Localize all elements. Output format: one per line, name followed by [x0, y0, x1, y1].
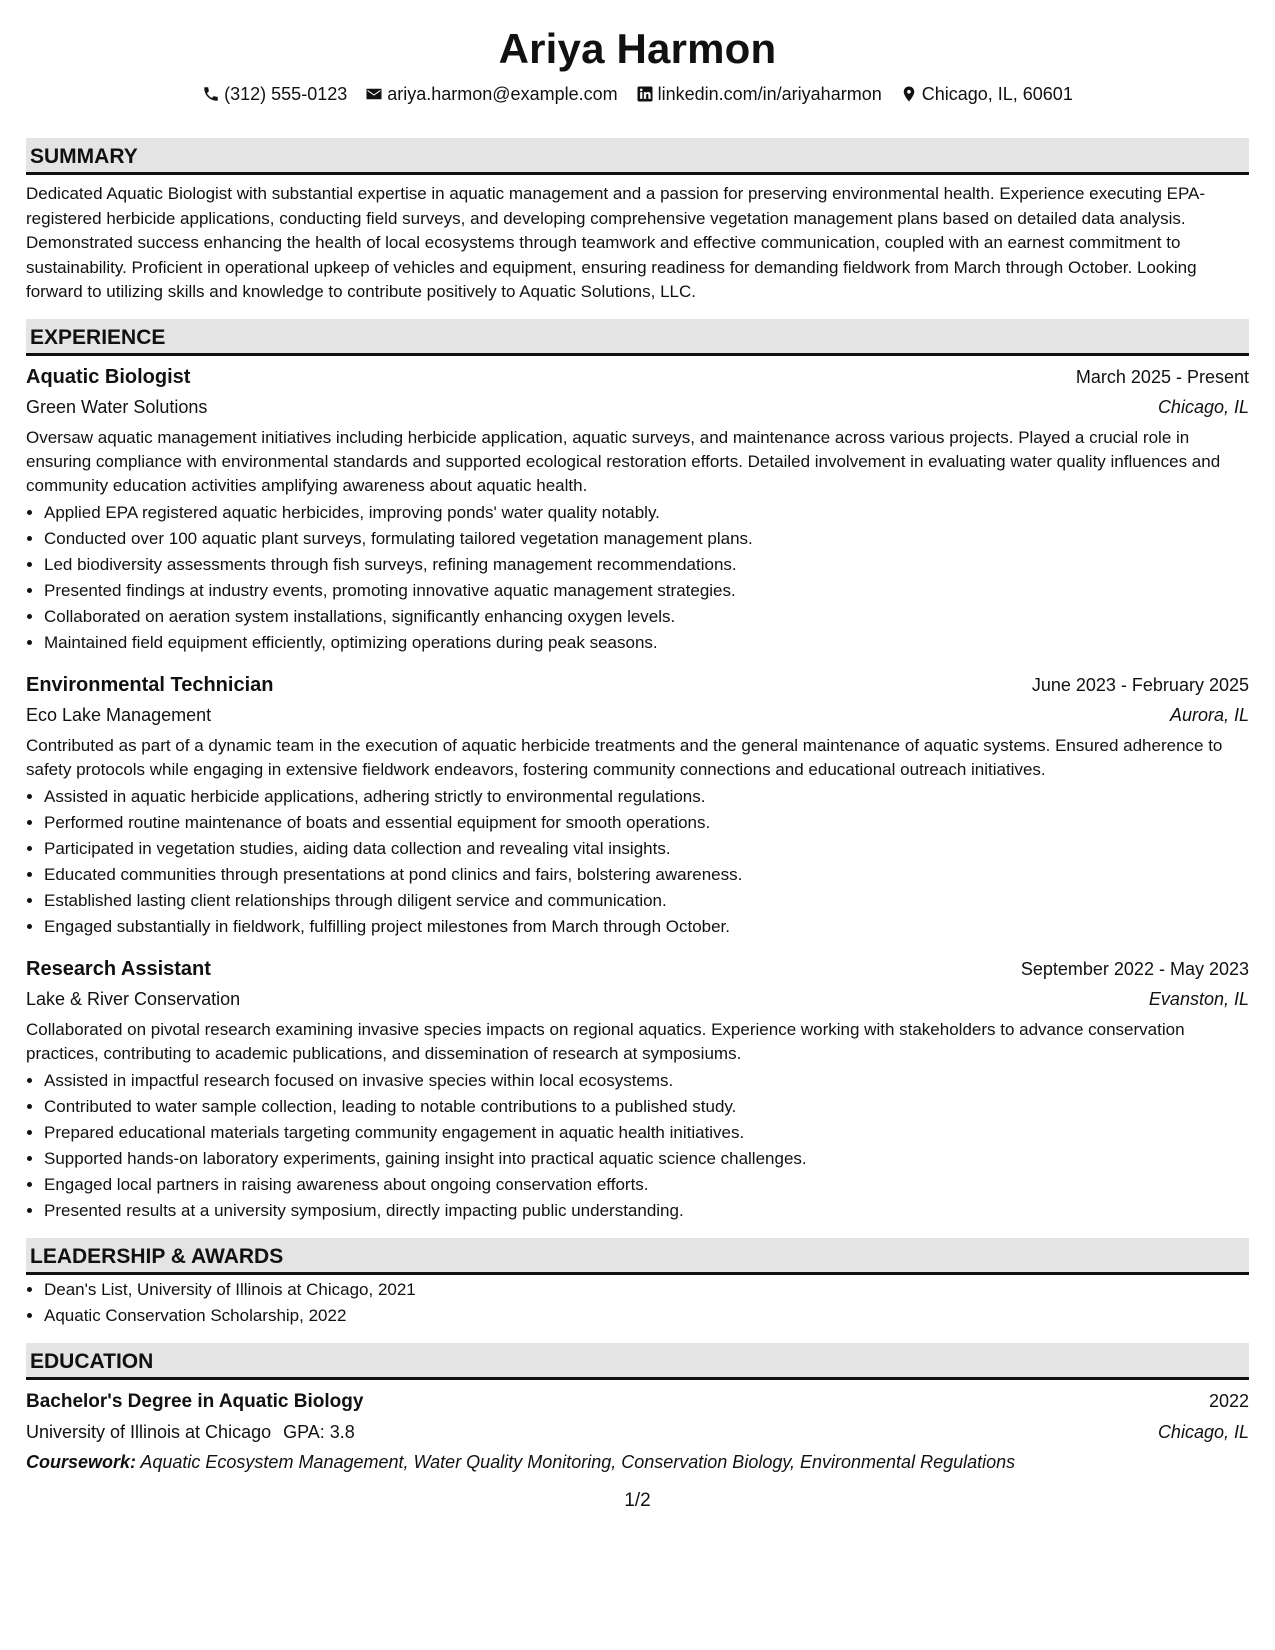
summary-heading: SUMMARY	[26, 138, 1249, 175]
coursework-label: Coursework:	[26, 1451, 137, 1472]
list-item: • Aquatic Conservation Scholarship, 2022	[44, 1303, 1249, 1329]
job-location: Chicago, IL	[1157, 396, 1249, 417]
education-heading: EDUCATION	[26, 1343, 1249, 1380]
linkedin-icon	[636, 85, 654, 103]
school-location: Chicago, IL	[1157, 1421, 1249, 1442]
job-title: Environmental Technician	[26, 673, 274, 696]
job-bullets	[26, 500, 1249, 656]
list-item: • Assisted in aquatic herbicide applications, adhering strictly to environmental regulations.	[44, 784, 1249, 810]
experience-heading: EXPERIENCE	[26, 319, 1249, 356]
job-dates: March 2025 - Present	[1075, 366, 1249, 387]
job-entry	[26, 362, 1249, 656]
coursework	[26, 1447, 1249, 1477]
location-text: Chicago, IL, 60601	[921, 83, 1073, 104]
list-item: • Prepared educational materials targeting community engagement in aquatic health initiatives.	[44, 1120, 1249, 1146]
coursework-list: Aquatic Ecosystem Management, Water Quality Monitoring, Conservation Biology, Environmental Regulations	[140, 1451, 1016, 1472]
job-subheader	[26, 392, 1249, 422]
list-item: • Maintained field equipment efficiently, optimizing operations during peak seasons.	[44, 630, 1249, 656]
job-header	[26, 362, 1249, 392]
education-subheader	[26, 1417, 1249, 1447]
contact-phone	[202, 84, 347, 105]
job-description: Oversaw aquatic management initiatives including herbicide application, aquatic surveys, and maintenance across various projects. Played a crucial role in ensuring compliance with environmental standards and supported ecological restoration efforts. Detailed involvement in evaluating water quality influences and community education activities amplifying awareness about aquatic health.	[26, 427, 1221, 495]
email-link[interactable]: ariya.harmon@example.com	[387, 83, 618, 104]
job-header	[26, 954, 1249, 984]
envelope-icon	[365, 85, 383, 103]
contact-email[interactable]	[365, 84, 617, 105]
list-item: • Led biodiversity assessments through fish surveys, refining management recommendations.	[44, 552, 1249, 578]
job-subheader	[26, 984, 1249, 1014]
list-item: • Presented findings at industry events, promoting innovative aquatic management strategies.	[44, 578, 1249, 604]
education-header	[26, 1386, 1249, 1417]
job-location: Evanston, IL	[1148, 988, 1249, 1009]
list-item: • Educated communities through presentations at pond clinics and fairs, bolstering awareness.	[44, 862, 1249, 888]
job-entry	[26, 670, 1249, 940]
list-item: • Engaged substantially in fieldwork, fulfilling project milestones from March through October.	[44, 914, 1249, 940]
school-name: University of Illinois at Chicago	[26, 1421, 272, 1442]
list-item: • Engaged local partners in raising awareness about ongoing conservation efforts.	[44, 1172, 1249, 1198]
awards-list	[26, 1277, 1249, 1329]
contact-linkedin[interactable]	[636, 84, 882, 105]
list-item: • Performed routine maintenance of boats and essential equipment for smooth operations.	[44, 810, 1249, 836]
list-item: • Assisted in impactful research focused on invasive species within local ecosystems.	[44, 1068, 1249, 1094]
school-info	[26, 1417, 355, 1447]
education-entry	[26, 1386, 1249, 1477]
job-dates: September 2022 - May 2023	[1020, 958, 1249, 979]
job-bullets	[26, 1068, 1249, 1224]
candidate-name: Ariya Harmon	[498, 25, 777, 72]
resume-page	[26, 0, 1249, 1477]
list-item: • Conducted over 100 aquatic plant surveys, formulating tailored vegetation management plans.	[44, 526, 1249, 552]
job-subheader	[26, 700, 1249, 730]
summary-text: Dedicated Aquatic Biologist with substantial expertise in aquatic management and a passion for preserving environmental health. Experience executing EPA-registered herbicide applications, conducting field surveys, and developing comprehensive vegetation management plans based on detailed data analysis. Demonstrated success enhancing the health of local ecosystems through teamwork and effective communication, coupled with an earnest commitment to sustainability. Proficient in operational upkeep of vehicles and equipment, ensuring readiness for demanding fieldwork from March through October. Looking forward to utilizing skills and knowledge to contribute positively to Aquatic Solutions, LLC.	[26, 184, 1206, 301]
contact-bar	[26, 80, 1249, 108]
job-description: Contributed as part of a dynamic team in the execution of aquatic herbicide treatments and the general maintenance of aquatic systems. Ensured adherence to safety protocols while engaging in extensive fieldwork endeavors, fostering community connections and educational outreach initiatives.	[26, 735, 1223, 779]
list-item: • Dean's List, University of Illinois at Chicago, 2021	[44, 1277, 1249, 1303]
degree-title: Bachelor's Degree in Aquatic Biology	[26, 1390, 364, 1412]
linkedin-link[interactable]: linkedin.com/in/ariyaharmon	[657, 83, 882, 104]
list-item: • Contributed to water sample collection, leading to notable contributions to a published study.	[44, 1094, 1249, 1120]
gpa: GPA: 3.8	[283, 1421, 355, 1442]
phone-text: (312) 555-0123	[224, 83, 348, 104]
map-pin-icon	[900, 85, 918, 103]
job-dates: June 2023 - February 2025	[1031, 674, 1249, 695]
job-company: Eco Lake Management	[26, 704, 212, 725]
list-item: • Participated in vegetation studies, aiding data collection and revealing vital insights.	[44, 836, 1249, 862]
job-header	[26, 670, 1249, 700]
list-item: • Presented results at a university symposium, directly impacting public understanding.	[44, 1198, 1249, 1224]
job-company: Green Water Solutions	[26, 396, 208, 417]
list-item: • Established lasting client relationships through diligent service and communication.	[44, 888, 1249, 914]
phone-icon	[202, 85, 220, 103]
job-company: Lake & River Conservation	[26, 988, 241, 1009]
leadership-heading: LEADERSHIP & AWARDS	[26, 1238, 1249, 1275]
job-bullets	[26, 784, 1249, 940]
job-title: Research Assistant	[26, 957, 211, 980]
graduation-year: 2022	[1208, 1390, 1249, 1411]
list-item: • Applied EPA registered aquatic herbicides, improving ponds' water quality notably.	[44, 500, 1249, 526]
list-item: • Supported hands-on laboratory experiments, gaining insight into practical aquatic science challenges.	[44, 1146, 1249, 1172]
job-location: Aurora, IL	[1169, 704, 1249, 725]
page-number: 1/2	[624, 1490, 651, 1511]
job-description: Collaborated on pivotal research examining invasive species impacts on regional aquatics. Experience working with stakeholders to advance conservation practices, contributing to academic publications, and dissemination of research at symposiums.	[26, 1019, 1185, 1063]
job-title: Aquatic Biologist	[26, 365, 191, 388]
contact-location	[900, 84, 1073, 105]
job-entry	[26, 954, 1249, 1224]
list-item: • Collaborated on aeration system installations, significantly enhancing oxygen levels.	[44, 604, 1249, 630]
